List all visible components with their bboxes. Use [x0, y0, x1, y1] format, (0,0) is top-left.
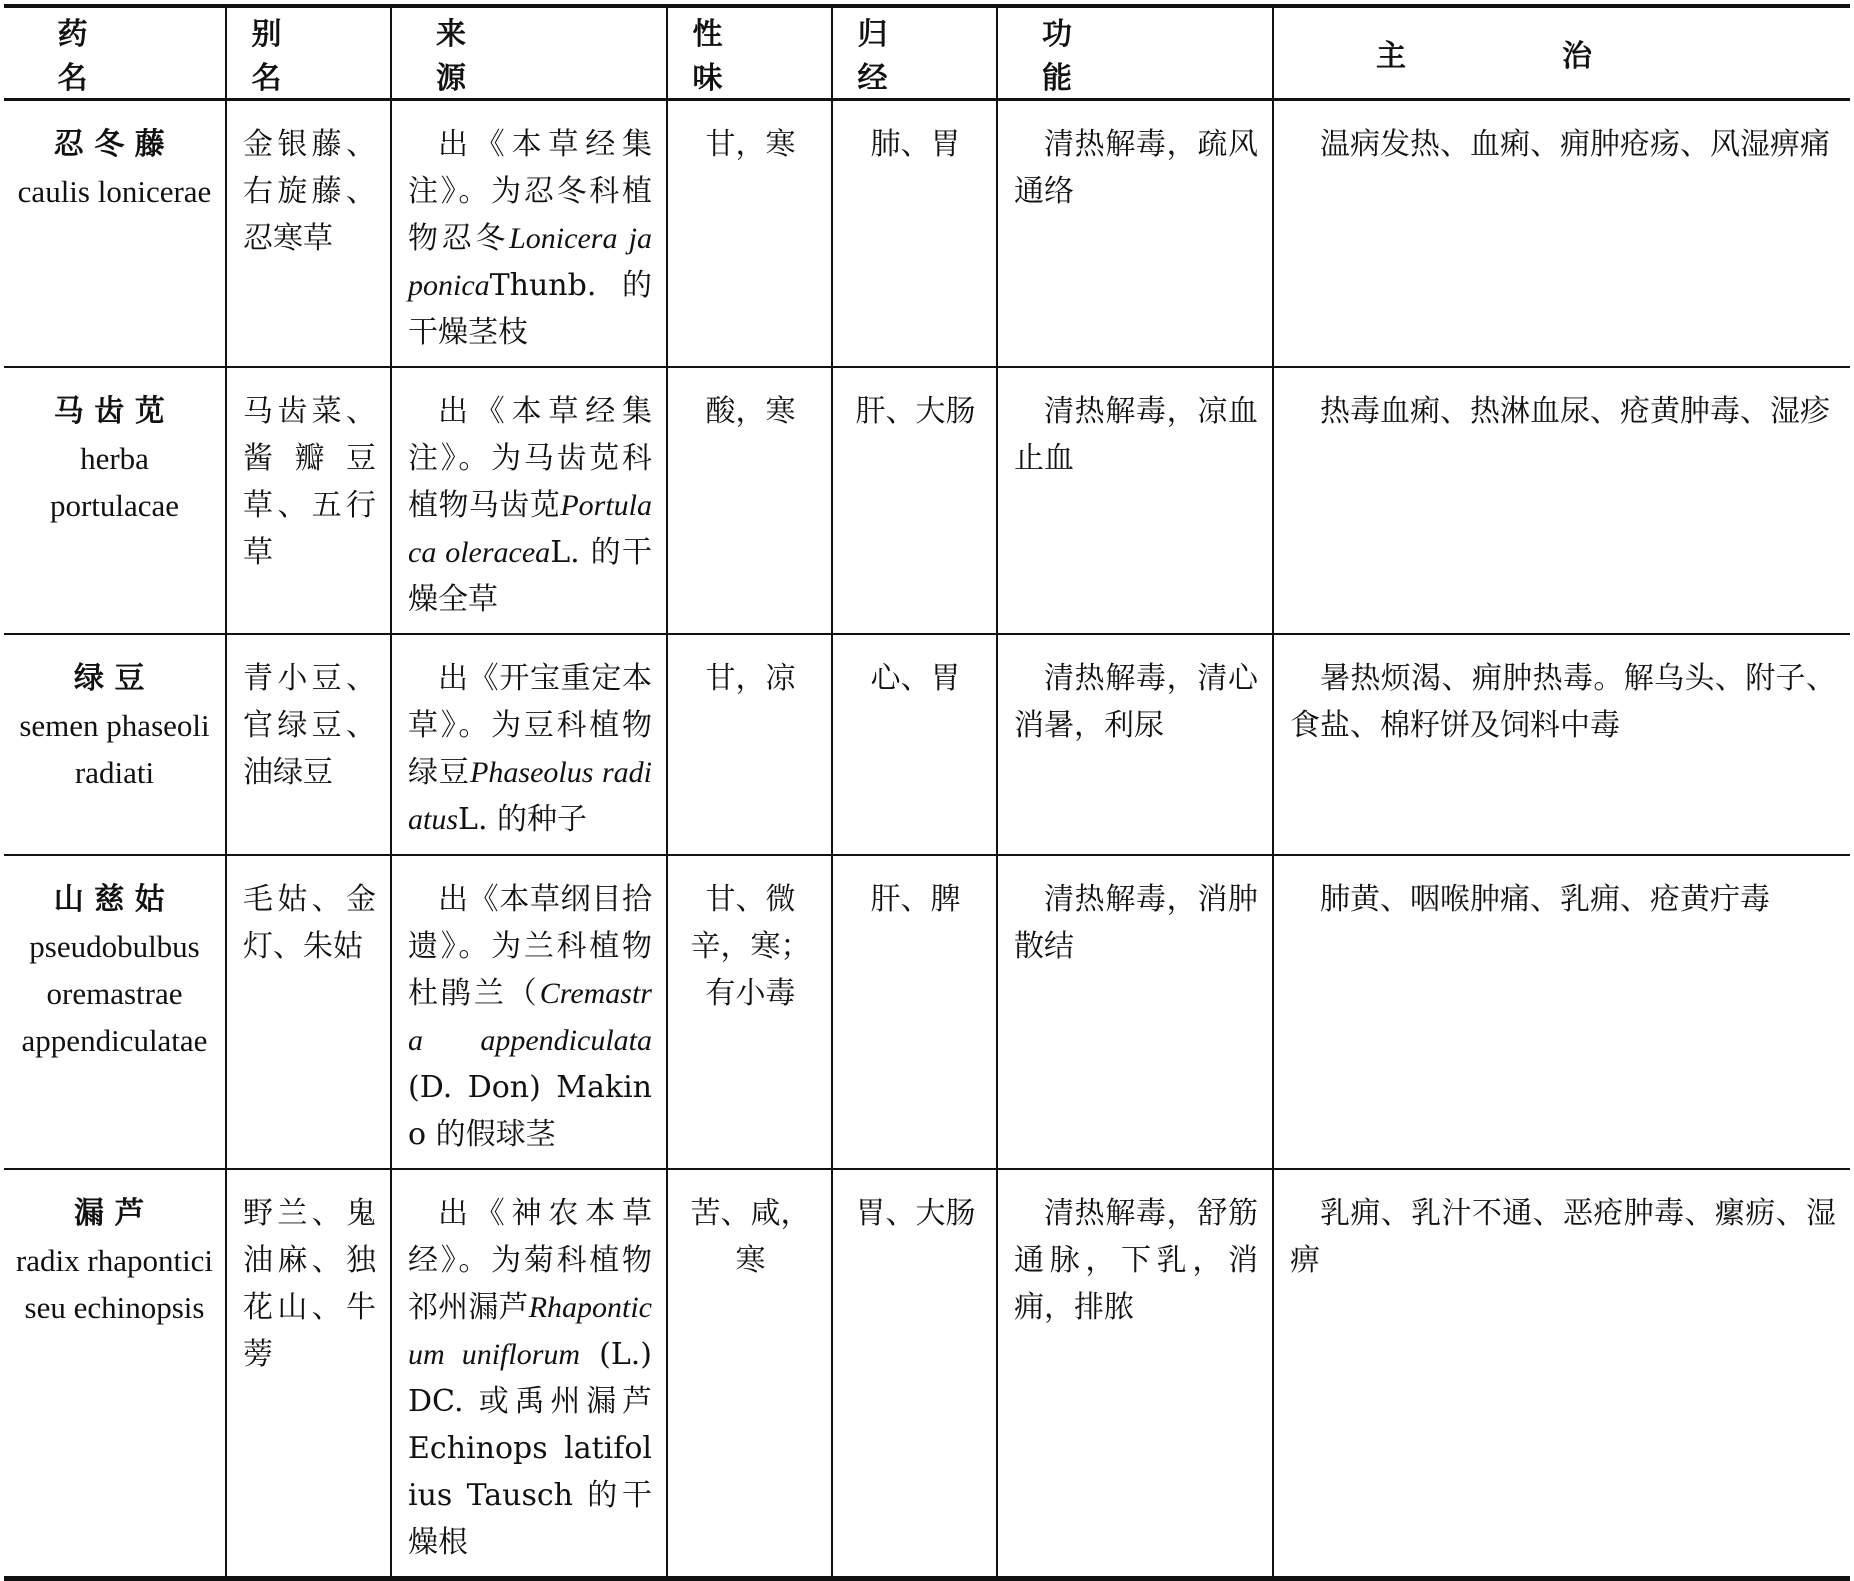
source-latin-name: Portulaca oleracea: [408, 489, 652, 569]
drug-name-latin: semen phaseoli radiati: [19, 708, 210, 790]
source-cell: [391, 367, 667, 634]
alias-cell: 金银藤、右旋藤、忍寒草: [226, 100, 391, 368]
alias-cell: 野兰、鬼油麻、独花山、牛蒡: [226, 1169, 391, 1579]
header-meridian: 归经: [832, 6, 997, 100]
source-cell: [391, 855, 667, 1169]
drug-name-cell: [4, 100, 226, 368]
drug-name-latin: radix rhapontici seu echinopsis: [15, 1243, 214, 1325]
drug-name-cn: 山慈姑: [53, 882, 176, 917]
function-cell: 清热解毒，凉血止血: [997, 367, 1273, 634]
function-cell: 清热解毒，疏风通络: [997, 100, 1273, 368]
header-drug-name: 药名: [4, 6, 226, 100]
nature-taste-cell: 甘，凉: [667, 634, 832, 855]
header-function: 功能: [997, 6, 1273, 100]
indication-cell: 热毒血痢、热淋血尿、疮黄肿毒、湿疹: [1273, 367, 1850, 634]
source-text-end: (L.) DC. 或禹州漏芦 Echinops latifolius Tausch 的干燥根: [408, 1337, 653, 1560]
drug-name-cell: [4, 1169, 226, 1579]
source-cell: [391, 634, 667, 855]
header-nature-taste: 性味: [667, 6, 832, 100]
source-cell: [391, 100, 667, 368]
drug-name-cn: 绿豆: [74, 661, 155, 696]
meridian-cell: 肝、脾: [832, 855, 997, 1169]
source-text: 出《开宝重定本草》。为豆科植物绿豆: [408, 661, 652, 790]
source-latin-name: Lonicera japonica: [408, 222, 652, 302]
source-text-end: L. 的干燥全草: [408, 535, 652, 617]
table-row: [4, 100, 1850, 368]
header-source: 来源: [391, 6, 667, 100]
function-cell: 清热解毒，清心消暑，利尿: [997, 634, 1273, 855]
drug-name-cn: 马齿苋: [53, 394, 176, 429]
table-body: [4, 100, 1850, 1579]
indication-cell: 肺黄、咽喉肿痛、乳痈、疮黄疔毒: [1273, 855, 1850, 1169]
drug-name-latin: herba portulacae: [49, 441, 180, 523]
alias-cell: 马齿菜、酱瓣豆草、五行草: [226, 367, 391, 634]
meridian-cell: 心、胃: [832, 634, 997, 855]
nature-taste-cell: 甘、微辛，寒；有小毒: [667, 855, 832, 1169]
alias-cell: 青小豆、官绿豆、油绿豆: [226, 634, 391, 855]
source-latin-name: Rhaponticum uniflorum: [408, 1291, 652, 1371]
indication-cell: 暑热烦渴、痈肿热毒。解乌头、附子、食盐、棉籽饼及饲料中毒: [1273, 634, 1850, 855]
source-latin-name: Cremastra appendiculata: [408, 977, 652, 1057]
table-row: [4, 367, 1850, 634]
meridian-cell: 胃、大肠: [832, 1169, 997, 1579]
drug-name-cell: [4, 855, 226, 1169]
header-alias: 别名: [226, 6, 391, 100]
indication-cell: 乳痈、乳汁不通、恶疮肿毒、瘰疬、湿痹: [1273, 1169, 1850, 1579]
function-cell: 清热解毒，舒筋通脉，下乳，消痈，排脓: [997, 1169, 1273, 1579]
function-cell: 清热解毒，消肿散结: [997, 855, 1273, 1169]
nature-taste-cell: 甘，寒: [667, 100, 832, 368]
source-text: 出《本草经集注》。为马齿苋科植物马齿苋: [408, 394, 652, 523]
herb-table: [4, 4, 1850, 1581]
meridian-cell: 肝、大肠: [832, 367, 997, 634]
nature-taste-cell: 酸，寒: [667, 367, 832, 634]
source-text-end: L. 的种子: [458, 802, 588, 837]
source-latin-name: Phaseolus radiatus: [408, 756, 652, 836]
nature-taste-cell: 苦、咸，寒: [667, 1169, 832, 1579]
drug-name-cn: 漏芦: [74, 1196, 155, 1231]
source-text-end: (D. Don) Makino 的假球茎: [408, 1070, 652, 1152]
drug-name-cn: 忍冬藤: [53, 127, 176, 162]
source-cell: [391, 1169, 667, 1579]
indication-cell: 温病发热、血痢、痈肿疮疡、风湿痹痛: [1273, 100, 1850, 368]
table-row: [4, 634, 1850, 855]
header-row: [4, 6, 1850, 100]
drug-name-cell: [4, 367, 226, 634]
source-text: 出《本草纲目拾遗》。为兰科植物杜鹃兰（: [408, 882, 652, 1011]
drug-name-latin: pseudobulbus oremastrae appendiculatae: [21, 929, 208, 1058]
meridian-cell: 肺、胃: [832, 100, 997, 368]
table-header: [4, 6, 1850, 100]
alias-cell: 毛姑、金灯、朱姑: [226, 855, 391, 1169]
source-text: 出《本草经集注》。为忍冬科植物忍冬: [408, 127, 652, 256]
drug-name-cell: [4, 634, 226, 855]
header-indication: 主治: [1273, 6, 1850, 100]
drug-name-latin: caulis lonicerae: [17, 174, 212, 209]
source-text: 出《神农本草经》。为菊科植物祁州漏芦: [408, 1196, 652, 1325]
source-text-end: Thunb. 的干燥茎枝: [408, 268, 652, 350]
table-row: [4, 855, 1850, 1169]
table-row: [4, 1169, 1850, 1579]
